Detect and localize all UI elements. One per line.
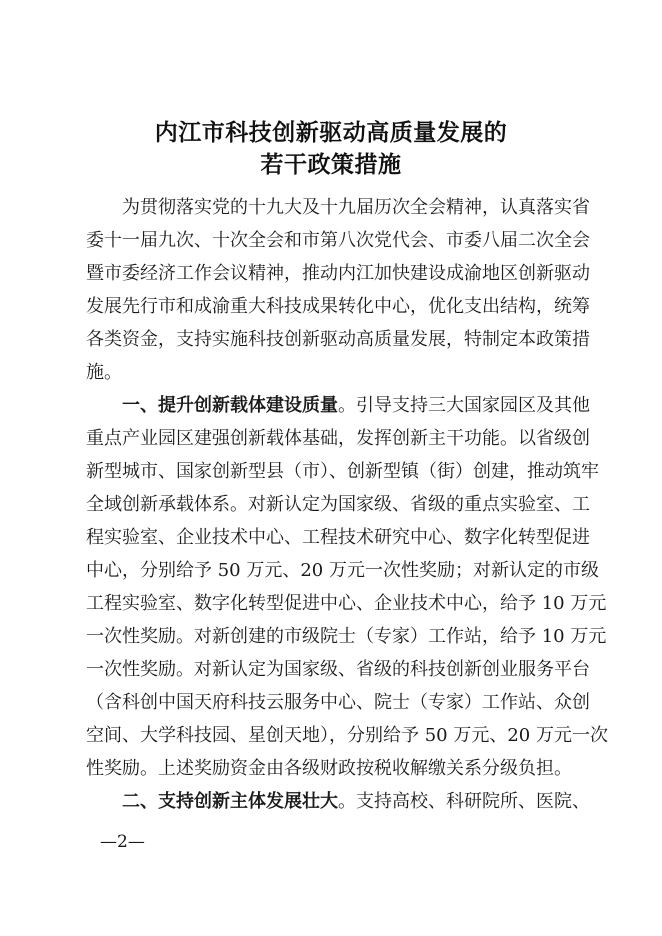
- text-line: [86, 620, 607, 653]
- section-heading: 一、提升创新载体建设质量: [122, 395, 338, 416]
- document-title-line-1: 内江市科技创新驱动高质量发展的: [154, 119, 508, 146]
- text-line: [86, 653, 590, 686]
- line-text: 。支持高校、科研院所、医院、: [338, 791, 590, 812]
- line-text: 为贯彻落实党的十九大及十九届历次全会精神，认真落实省: [122, 197, 590, 218]
- line-text: 性奖励。上述奖励资金由各级财政按税收解缴关系分级负担。: [86, 758, 572, 779]
- section-heading: 二、支持创新主体发展壮大: [122, 791, 338, 812]
- text-line: [86, 191, 590, 224]
- text-line: [86, 323, 590, 356]
- text-line: [86, 752, 586, 785]
- text-line: [86, 587, 607, 620]
- line-text: 暨市委经济工作会议精神，推动内江加快建设成渝地区创新驱动: [86, 263, 590, 284]
- line-text: 新型城市、国家创新型县（市）、创新型镇（街）创建，推动筑牢: [86, 461, 599, 482]
- line-text: 中心，分别给予 50 万元、20 万元一次性奖励；对新认定的市级: [86, 560, 599, 581]
- text-line: [86, 719, 608, 752]
- line-text: 一次性奖励。对新创建的市级院士（专家）工作站，给予 10 万元: [86, 626, 607, 647]
- text-line: [86, 488, 590, 521]
- text-line: [86, 785, 590, 818]
- line-text: 程实验室、企业技术中心、工程技术研究中心、数字化转型促进: [86, 527, 590, 548]
- text-line: [86, 290, 590, 323]
- line-text: 全域创新承载体系。对新认定为国家级、省级的重点实验室、工: [86, 494, 590, 515]
- text-line: [86, 554, 599, 587]
- line-text: 空间、大学科技园、星创天地），分别给予 50 万元、20 万元一次: [86, 725, 608, 746]
- line-text: 工程实验室、数字化转型促进中心、企业技术中心，给予 10 万元: [86, 593, 607, 614]
- text-line: [86, 455, 599, 488]
- text-line: [86, 356, 586, 389]
- page-number: —2—: [100, 832, 145, 852]
- text-line: [86, 257, 590, 290]
- text-line: [86, 224, 590, 257]
- line-text: 重点产业园区建强创新载体基础，发挥创新主干功能。以省级创: [86, 428, 590, 449]
- line-text: 各类资金，支持实施科技创新驱动高质量发展，特制定本政策措: [86, 329, 590, 350]
- document-body: [86, 191, 608, 818]
- line-text: 发展先行市和成渝重大科技成果转化中心，优化支出结构，统筹: [86, 296, 590, 317]
- line-text: 。引导支持三大国家园区及其他: [338, 395, 590, 416]
- text-line: [86, 422, 590, 455]
- text-line: [86, 521, 590, 554]
- line-text: 委十一届九次、十次全会和市第八次党代会、市委八届二次全会: [86, 230, 590, 251]
- text-line: [86, 686, 590, 719]
- document-title-line-2: 若干政策措施: [260, 151, 402, 178]
- line-text: （含科创中国天府科技云服务中心、院士（专家）工作站、众创: [86, 692, 590, 713]
- line-text: 一次性奖励。对新认定为国家级、省级的科技创新创业服务平台: [86, 659, 590, 680]
- text-line: [86, 389, 590, 422]
- line-text: 施。: [86, 362, 122, 383]
